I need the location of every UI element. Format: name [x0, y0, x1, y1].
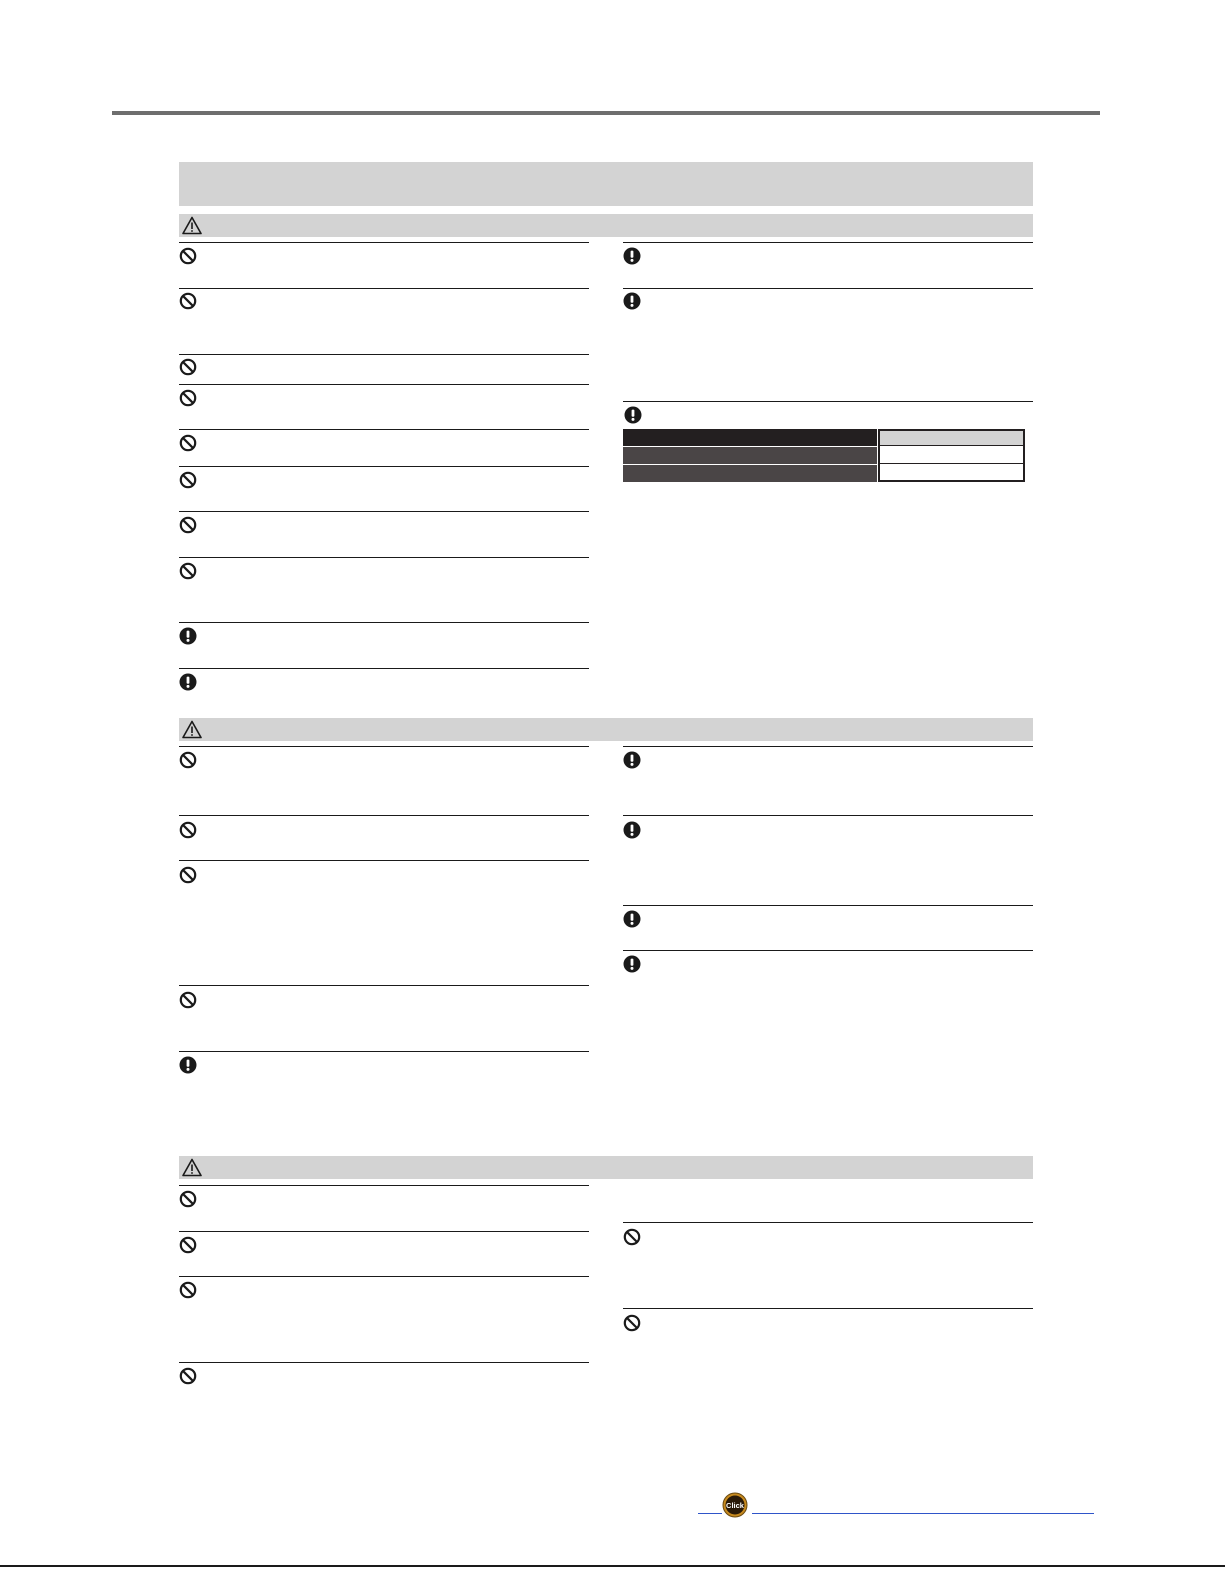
prohibited-icon: [179, 821, 197, 839]
spec-table: [623, 429, 1026, 482]
item-divider: [179, 1276, 589, 1277]
mandatory-icon: [623, 751, 641, 769]
footer-link-underline[interactable]: [698, 1513, 722, 1514]
prohibited-icon: [179, 389, 197, 407]
prohibited-icon: [179, 358, 197, 376]
item-divider: [179, 242, 589, 243]
item-divider: [179, 622, 589, 623]
item-divider: [623, 242, 1033, 243]
mandatory-icon: [623, 910, 641, 928]
spec-table-value-cell: [878, 464, 1025, 482]
item-divider: [623, 1308, 1033, 1309]
prohibited-icon: [179, 1236, 197, 1254]
item-divider: [623, 746, 1033, 747]
item-divider: [623, 288, 1033, 289]
top-rule: [112, 111, 1100, 115]
mandatory-icon: [179, 627, 197, 645]
item-divider: [179, 815, 589, 816]
prohibited-icon: [179, 516, 197, 534]
warning-section-header-1: [179, 214, 1033, 237]
item-divider: [179, 1231, 589, 1232]
prohibited-icon: [179, 292, 197, 310]
prohibited-icon: [179, 866, 197, 884]
item-divider: [623, 815, 1033, 816]
spec-table-label-cell: [623, 429, 877, 446]
item-divider: [623, 950, 1033, 951]
item-divider: [179, 1362, 589, 1363]
prohibited-icon: [179, 471, 197, 489]
mandatory-icon: [623, 292, 641, 310]
spec-table-label-cell: [623, 447, 877, 464]
item-divider: [179, 354, 589, 355]
warning-triangle-icon: [182, 1158, 202, 1177]
mandatory-icon: [623, 955, 641, 973]
item-divider: [179, 746, 589, 747]
item-divider: [179, 466, 589, 467]
prohibited-icon: [179, 562, 197, 580]
mandatory-icon: [623, 247, 641, 265]
item-divider: [623, 401, 1033, 402]
item-divider: [623, 905, 1033, 906]
footer-link-underline[interactable]: [752, 1513, 1094, 1514]
warning-triangle-icon: [182, 216, 202, 235]
mandatory-icon: [179, 673, 197, 691]
spec-table-value-cell: [878, 446, 1025, 464]
item-divider: [623, 1222, 1033, 1223]
click-badge-icon[interactable]: [722, 1492, 748, 1518]
item-divider: [179, 384, 589, 385]
prohibited-icon: [179, 434, 197, 452]
item-divider: [179, 985, 589, 986]
prohibited-icon: [623, 1228, 641, 1246]
item-divider: [179, 288, 589, 289]
item-divider: [179, 429, 589, 430]
svg-text:Click: Click: [726, 1501, 744, 1510]
warning-section-header-3: [179, 1156, 1033, 1179]
prohibited-icon: [179, 1190, 197, 1208]
prohibited-icon: [179, 991, 197, 1009]
warning-triangle-icon: [182, 720, 202, 739]
item-divider: [179, 557, 589, 558]
warning-section-header-2: [179, 718, 1033, 741]
item-divider: [179, 860, 589, 861]
item-divider: [179, 511, 589, 512]
prohibited-icon: [179, 247, 197, 265]
mandatory-icon: [624, 406, 642, 424]
spec-table-label-cell: [623, 465, 877, 482]
spec-table-value-cell: [878, 429, 1025, 446]
item-divider: [179, 1051, 589, 1052]
item-divider: [179, 1185, 589, 1186]
mandatory-icon: [623, 821, 641, 839]
mandatory-icon: [179, 1056, 197, 1074]
prohibited-icon: [179, 1281, 197, 1299]
prohibited-icon: [623, 1314, 641, 1332]
prohibited-icon: [179, 751, 197, 769]
bottom-rule: [0, 1565, 1225, 1567]
page-title-banner: [179, 162, 1033, 206]
prohibited-icon: [179, 1367, 197, 1385]
item-divider: [179, 668, 589, 669]
